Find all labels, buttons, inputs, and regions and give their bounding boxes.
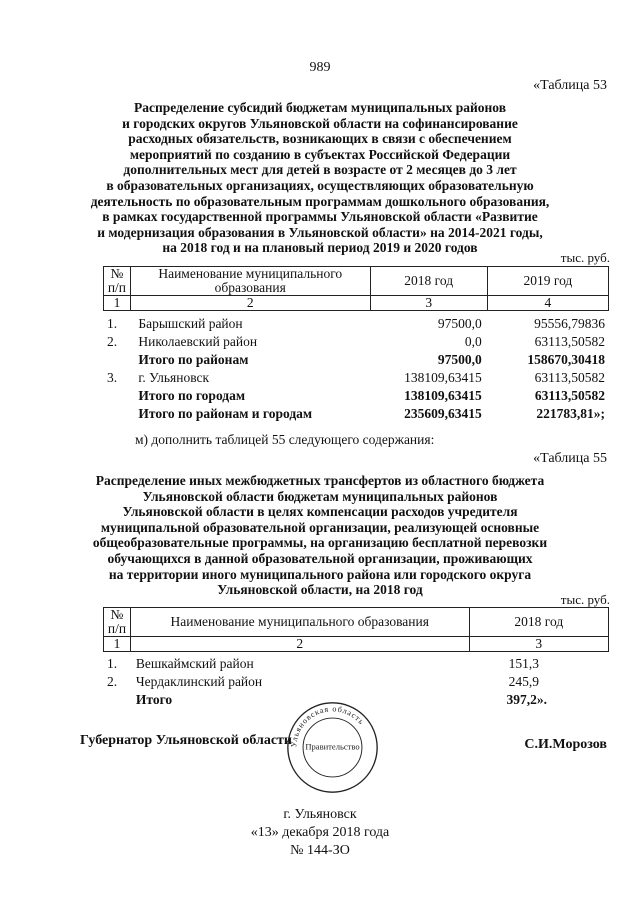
seal-ring-text: Ульяновская область — [289, 704, 367, 748]
header-num: № п/п — [104, 267, 131, 296]
header-num: № п/п — [104, 608, 131, 637]
colnum: 3 — [370, 296, 487, 311]
footer — [0, 806, 640, 860]
table-53-title: Распределение субсидий бюджетам муниципальных районов и городских округов Ульяновской области на софинансирование расходных обязательств, возникающих в связи с обеспечением мероприятий по созданию в субъектах Российской Федерации дополнительных мест для детей в возрасте от 2 месяцев до 3 лет в образовательных организациях, осуществляющих образовательную деятельность по образовательным программам дошкольного образования, в рамках государственной программы Ульяновской области «Развитие и модернизация образования в Ульяновской области» на 2014-2021 годы, на 2018 год и на плановый период 2019 и 2020 годов — [90, 100, 550, 256]
header-2019: 2019 год — [487, 267, 608, 296]
colnum: 1 — [104, 637, 131, 652]
colnum: 2 — [130, 637, 469, 652]
footer-city: г. Ульяновск — [283, 807, 357, 822]
footer-date: «13» декабря 2018 года — [250, 825, 390, 840]
table-55-title: Распределение иных межбюджетных трансфертов из областного бюджета Ульяновской области бюджетам муниципальных районов Ульяновской области в целях компенсации расходов учредителя муниципальной образовательной организации, реализующей основные общеобразовательные программы, на организацию бесплатной перевозки обучающихся в данной образовательной организации, проживающих на территории иного муниципального района или городского округа Ульяновской области, на 2018 год — [92, 473, 548, 598]
header-2018: 2018 год — [469, 608, 608, 637]
header-2018: 2018 год — [370, 267, 487, 296]
table-row: 3. г. Ульяновск 138109,63415 63113,50582 — [107, 370, 605, 385]
amendment-note: м) дополнить таблицей 55 следующего содержания: — [135, 432, 435, 447]
table-53-header — [103, 266, 609, 311]
table-53-units: тыс. руб. — [560, 250, 610, 265]
colnum: 4 — [487, 296, 608, 311]
table-55-reference: «Таблица 55 — [533, 451, 607, 466]
table-55-units: тыс. руб. — [560, 592, 610, 607]
footer-number: № 144-ЗО — [290, 843, 350, 858]
table-53-reference: «Таблица 53 — [533, 78, 607, 93]
table-row: 2. Чердаклинский район 245,9 — [107, 674, 539, 689]
table-row-subtotal: Итого по районам 97500,0 158670,30418 — [138, 352, 605, 367]
colnum: 1 — [104, 296, 131, 311]
page-number: 989 — [309, 60, 331, 75]
signature-name: С.И.Морозов — [524, 737, 607, 752]
colnum: 2 — [130, 296, 370, 311]
official-seal — [285, 700, 380, 795]
table-row: 1. Вешкаймский район 151,3 — [107, 656, 539, 671]
table-row-total: Итого 397,2». — [135, 692, 547, 707]
table-row-total: Итого по районам и городам 235609,63415 221783,81»; — [138, 406, 605, 421]
table-row: 1. Барышский район 97500,0 95556,79836 — [107, 316, 605, 331]
header-name: Наименование муниципального образования — [130, 267, 370, 296]
signature-position: Губернатор Ульяновской области — [80, 733, 292, 748]
table-row-subtotal: Итого по городам 138109,63415 63113,50582 — [138, 388, 605, 403]
table-53-body — [103, 315, 609, 423]
seal-center-text: Правительство — [305, 741, 360, 752]
colnum: 3 — [469, 637, 608, 652]
header-name: Наименование муниципального образования — [130, 608, 469, 637]
table-55-header — [103, 607, 609, 652]
table-row: 2. Николаевский район 0,0 63113,50582 — [107, 334, 605, 349]
